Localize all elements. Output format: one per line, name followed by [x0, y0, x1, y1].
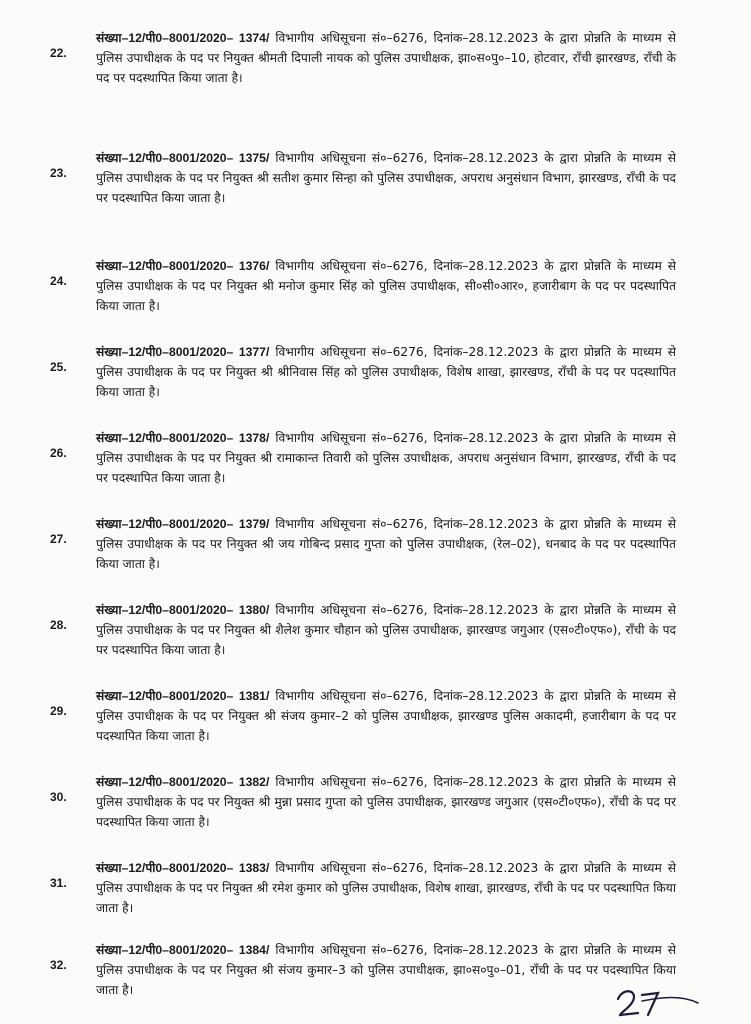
entry-number: 24. — [50, 274, 67, 288]
entry-text — [96, 772, 676, 832]
entry-reference: संख्या–12/पी0–8001/2020– 1382/ — [96, 775, 270, 789]
entry-body: विभागीय अधिसूचना सं०–6276, दिनांक–28.12.2023 के द्वारा प्रोन्नति के माध्यम से पुलिस उपाधीक्षक के पद पर नियुक्त श्री शैलेश कुमार चौहान को पुलिस उपाधीक्षक, झारखण्ड जगुआर (एस०टी०एफ०), राँची के पद पर पदस्थापित किया जाता है। — [96, 603, 676, 657]
entry-text — [96, 600, 676, 660]
entry-number: 25. — [50, 360, 67, 374]
entry-number: 31. — [50, 876, 67, 890]
entry-reference: संख्या–12/पी0–8001/2020– 1374/ — [96, 31, 270, 45]
entry-number: 30. — [50, 790, 67, 804]
entry-text — [96, 940, 676, 1000]
entry-reference: संख्या–12/पी0–8001/2020– 1383/ — [96, 861, 270, 875]
entry-number: 27. — [50, 532, 67, 546]
entry-text — [96, 514, 676, 574]
entry-body: विभागीय अधिसूचना सं०–6276, दिनांक–28.12.2023 के द्वारा प्रोन्नति के माध्यम से पुलिस उपाधीक्षक के पद पर नियुक्त श्रीमती दिपाली नायक को पुलिस उपाधीक्षक, झा०स०पु०–10, होटवार, राँची झारखण्ड, राँची के पद पर पदस्थापित किया जाता है। — [96, 31, 676, 85]
entry-text — [96, 342, 676, 402]
entry-reference: संख्या–12/पी0–8001/2020– 1380/ — [96, 603, 270, 617]
entry-reference: संख्या–12/पी0–8001/2020– 1377/ — [96, 345, 270, 359]
handwritten-signature — [612, 985, 702, 1021]
entry-text — [96, 428, 676, 488]
entry-reference: संख्या–12/पी0–8001/2020– 1384/ — [96, 943, 270, 957]
entry-reference: संख्या–12/पी0–8001/2020– 1375/ — [96, 151, 270, 165]
entry-body: विभागीय अधिसूचना सं०–6276, दिनांक–28.12.2023 के द्वारा प्रोन्नति के माध्यम से पुलिस उपाधीक्षक के पद पर नियुक्त श्री मनोज कुमार सिंह को पुलिस उपाधीक्षक, सी०सी०आर०, हजारीबाग के पद पर पदस्थापित किया जाता है। — [96, 259, 676, 313]
entry-text — [96, 148, 676, 208]
entry-body: विभागीय अधिसूचना सं०–6276, दिनांक–28.12.2023 के द्वारा प्रोन्नति के माध्यम से पुलिस उपाधीक्षक के पद पर नियुक्त श्री सतीश कुमार सिन्हा को पुलिस उपाधीक्षक, अपराध अनुसंधान विभाग, झारखण्ड, राँची के पद पर पदस्थापित किया जाता है। — [96, 151, 676, 205]
entry-number: 22. — [50, 46, 67, 60]
entry-body: विभागीय अधिसूचना सं०–6276, दिनांक–28.12.2023 के द्वारा प्रोन्नति के माध्यम से पुलिस उपाधीक्षक के पद पर नियुक्त श्री रमेश कुमार को पुलिस उपाधीक्षक, विशेष शाखा, झारखण्ड, राँची के पद पर पदस्थापित किया जाता है। — [96, 861, 676, 915]
entry-body: विभागीय अधिसूचना सं०–6276, दिनांक–28.12.2023 के द्वारा प्रोन्नति के माध्यम से पुलिस उपाधीक्षक के पद पर नियुक्त श्री श्रीनिवास सिंह को पुलिस उपाधीक्षक, विशेष शाखा, झारखण्ड, राँची के पद पर पदस्थापित किया जाता है। — [96, 345, 676, 399]
entry-text — [96, 858, 676, 918]
entry-reference: संख्या–12/पी0–8001/2020– 1378/ — [96, 431, 270, 445]
entry-number: 26. — [50, 446, 67, 460]
entry-text — [96, 256, 676, 316]
entry-body: विभागीय अधिसूचना सं०–6276, दिनांक–28.12.2023 के द्वारा प्रोन्नति के माध्यम से पुलिस उपाधीक्षक के पद पर नियुक्त श्री संजय कुमार–2 को पुलिस उपाधीक्षक, झारखण्ड पुलिस अकादमी, हजारीबाग के पद पर पदस्थापित किया जाता है। — [96, 689, 676, 743]
entry-text — [96, 28, 676, 88]
entry-reference: संख्या–12/पी0–8001/2020– 1379/ — [96, 517, 270, 531]
entry-number: 29. — [50, 704, 67, 718]
entry-number: 32. — [50, 958, 67, 972]
entry-text — [96, 686, 676, 746]
entry-body: विभागीय अधिसूचना सं०–6276, दिनांक–28.12.2023 के द्वारा प्रोन्नति के माध्यम से पुलिस उपाधीक्षक के पद पर नियुक्त श्री जय गोबिन्द प्रसाद गुप्ता को पुलिस उपाधीक्षक, (रेल–02), धनबाद के पद पर पदस्थापित किया जाता है। — [96, 517, 676, 571]
entry-number: 28. — [50, 618, 67, 632]
entry-body: विभागीय अधिसूचना सं०–6276, दिनांक–28.12.2023 के द्वारा प्रोन्नति के माध्यम से पुलिस उपाधीक्षक के पद पर नियुक्त श्री संजय कुमार–3 को पुलिस उपाधीक्षक, झा०स०पु०–01, राँची के पद पर पदस्थापित किया जाता है। — [96, 943, 676, 997]
entry-number: 23. — [50, 166, 67, 180]
entry-reference: संख्या–12/पी0–8001/2020– 1381/ — [96, 689, 270, 703]
entry-reference: संख्या–12/पी0–8001/2020– 1376/ — [96, 259, 270, 273]
entry-body: विभागीय अधिसूचना सं०–6276, दिनांक–28.12.2023 के द्वारा प्रोन्नति के माध्यम से पुलिस उपाधीक्षक के पद पर नियुक्त श्री रामाकान्त तिवारी को पुलिस उपाधीक्षक, अपराध अनुसंधान विभाग, झारखण्ड, राँची के पद पर पदस्थापित किया जाता है। — [96, 431, 676, 485]
entry-body: विभागीय अधिसूचना सं०–6276, दिनांक–28.12.2023 के द्वारा प्रोन्नति के माध्यम से पुलिस उपाधीक्षक के पद पर नियुक्त श्री मुन्ना प्रसाद गुप्ता को पुलिस उपाधीक्षक, झारखण्ड जगुआर (एस०टी०एफ०), राँची के पद पर पदस्थापित किया जाता है। — [96, 775, 676, 829]
